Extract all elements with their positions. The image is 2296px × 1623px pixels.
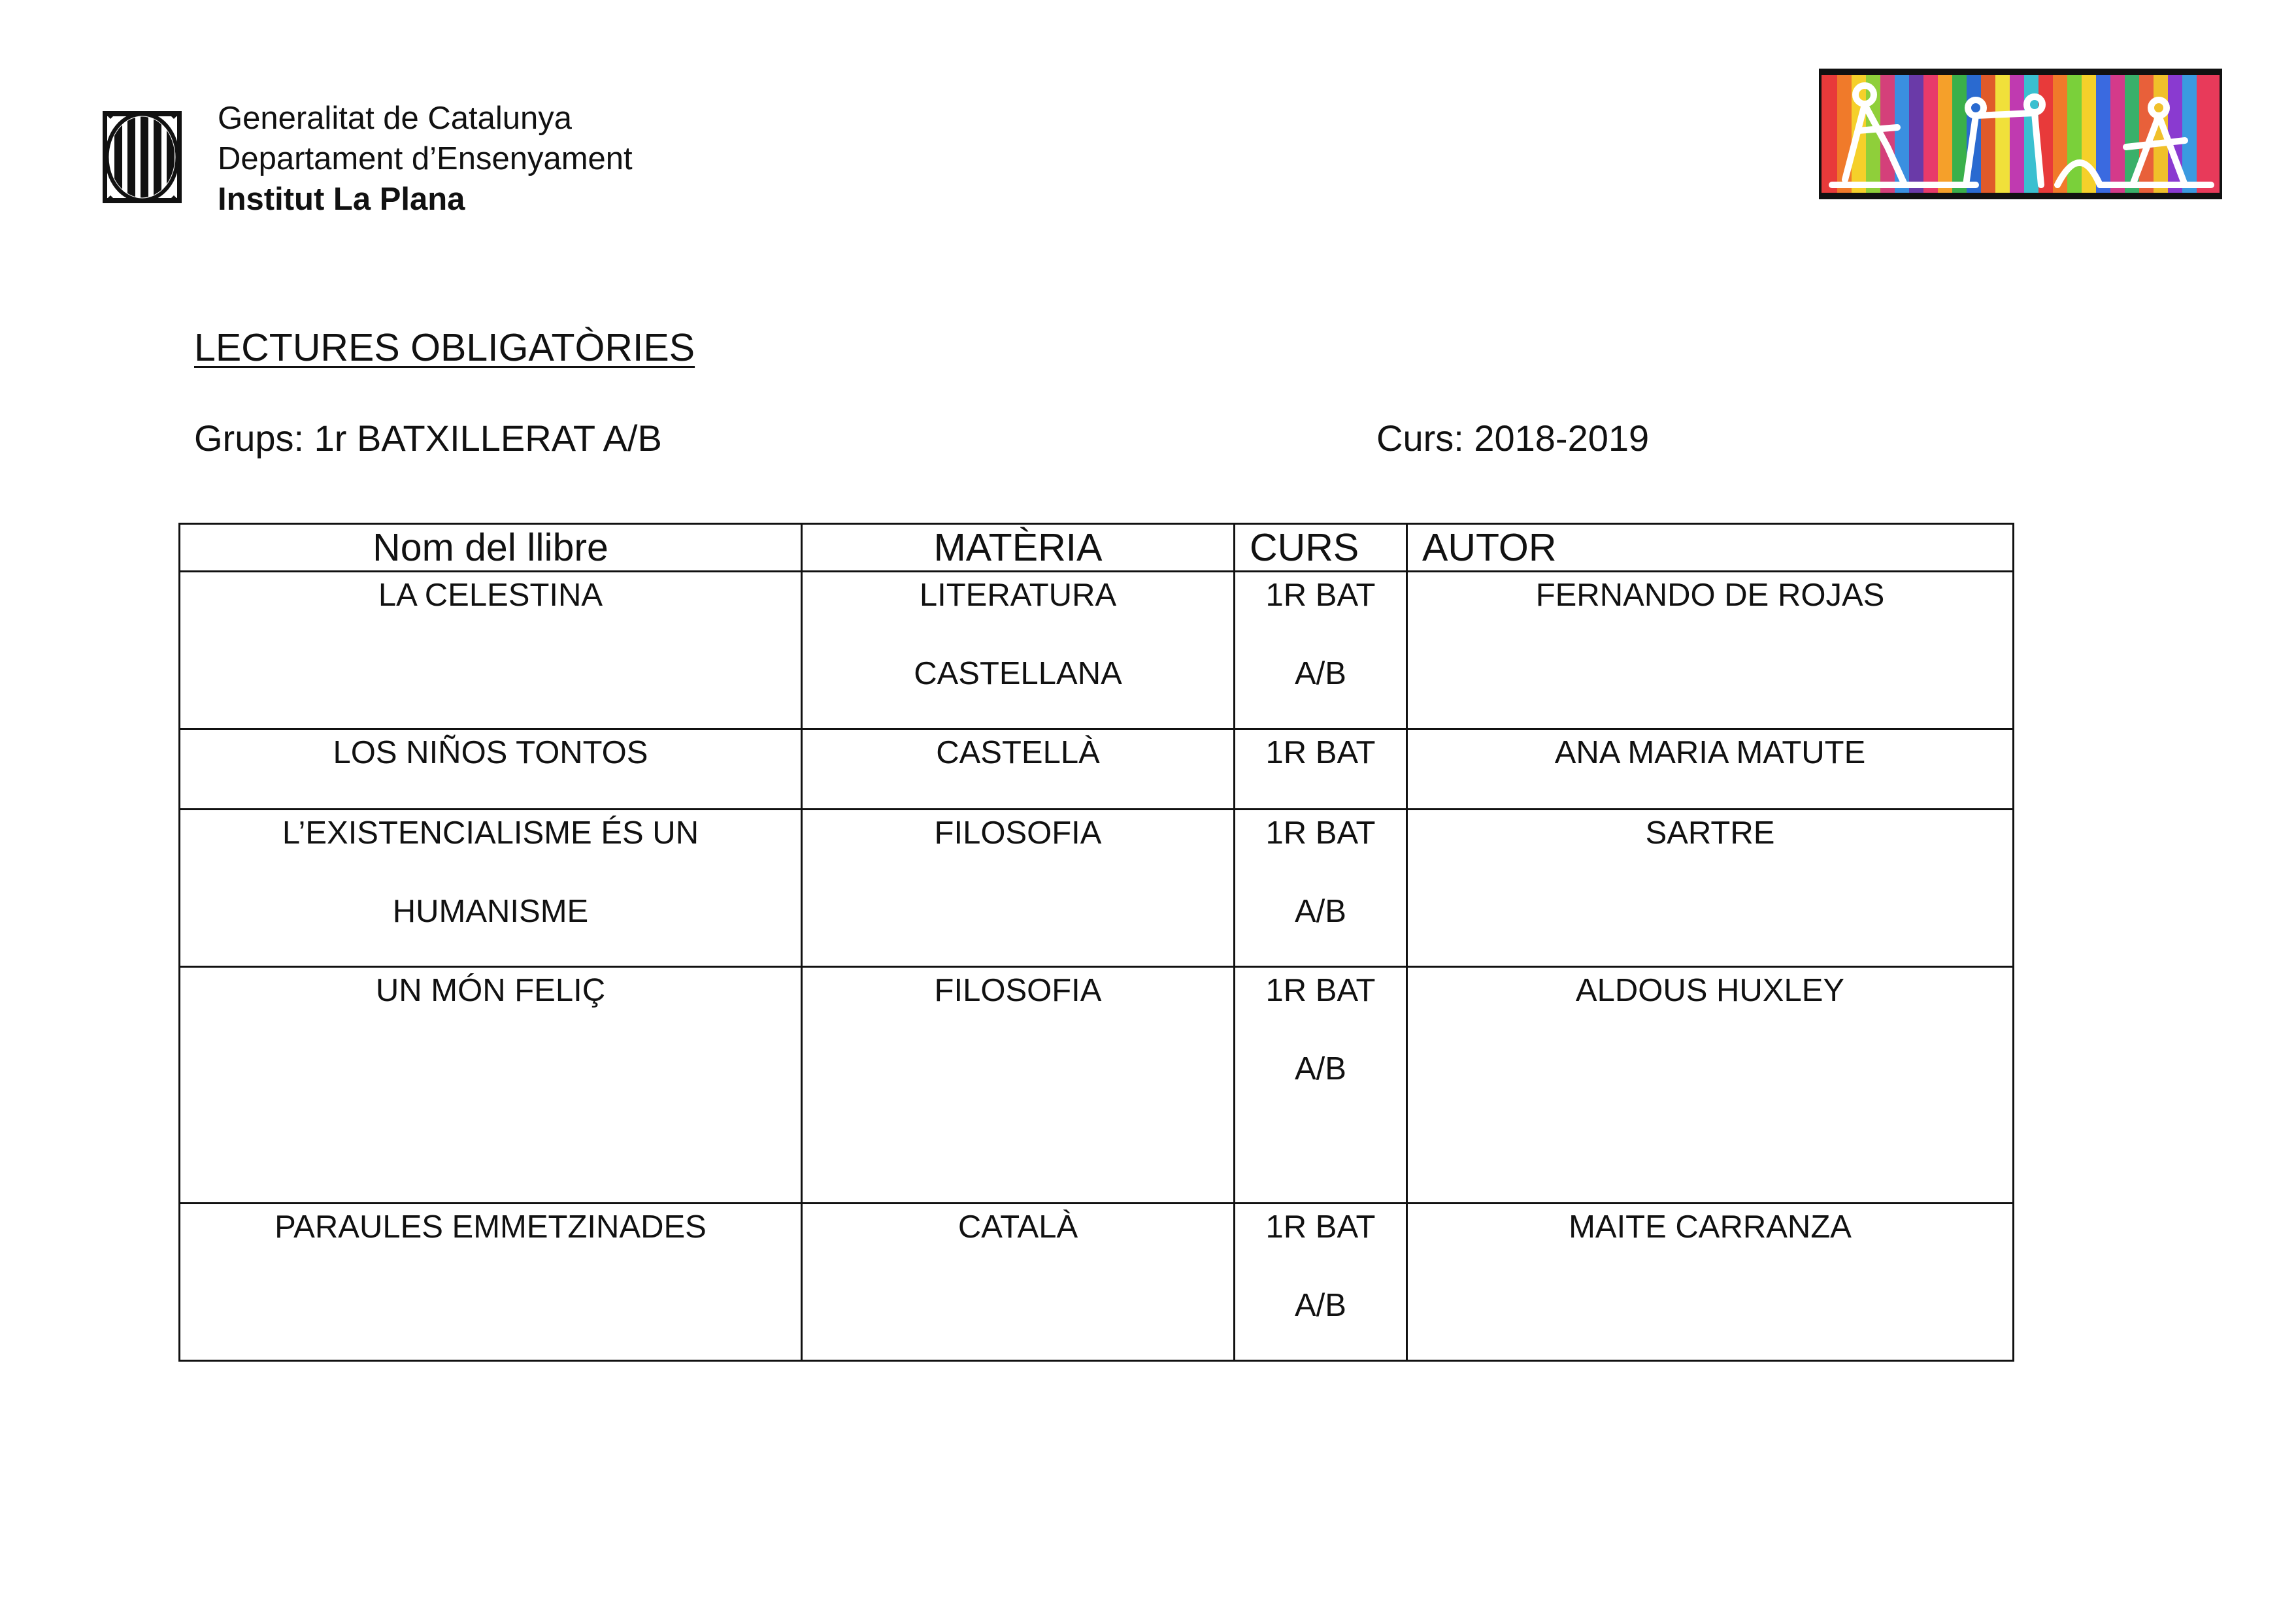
subject-cell [802, 967, 1235, 1204]
table-row [180, 572, 2014, 729]
author-line: ALDOUS HUXLEY [1575, 973, 1845, 1008]
author-cell [1407, 967, 2014, 1204]
author-cell [1407, 1204, 2014, 1361]
author-line: ANA MARIA MATUTE [1554, 735, 1866, 770]
course-cell [1235, 967, 1407, 1204]
column-header-course: CURS [1235, 524, 1407, 572]
course-line: 1R BAT [1265, 578, 1376, 613]
book-title-line: LA CELESTINA [378, 578, 603, 613]
course-line: A/B [1295, 656, 1346, 691]
course-line: A/B [1295, 894, 1346, 929]
course-line: 1R BAT [1265, 973, 1376, 1008]
book-cell [180, 967, 802, 1204]
course-line: A/B [1295, 1051, 1346, 1087]
column-header-author: AUTOR [1407, 524, 2014, 572]
subject-line: CASTELLÀ [936, 735, 1100, 770]
course-cell [1235, 810, 1407, 967]
required-readings-table [178, 523, 2014, 1362]
subject-line: FILOSOFIA [934, 973, 1102, 1008]
header-line-department: Departament d’Ensenyament [218, 141, 633, 176]
book-title-line: L’EXISTENCIALISME ÉS UN [282, 815, 699, 851]
institution-header [218, 98, 633, 220]
book-title-line: UN MÓN FELIÇ [375, 973, 606, 1008]
table-row [180, 967, 2014, 1204]
course-line: 1R BAT [1265, 1209, 1376, 1245]
course-line: A/B [1295, 1288, 1346, 1323]
author-line: FERNANDO DE ROJAS [1535, 578, 1885, 613]
subject-cell [802, 572, 1235, 729]
author-cell [1407, 572, 2014, 729]
column-header-book: Nom del llibre [180, 524, 802, 572]
course-line: 1R BAT [1265, 815, 1376, 851]
book-cell [180, 810, 802, 967]
header-line-generalitat: Generalitat de Catalunya [218, 101, 573, 136]
book-title-line: LOS NIÑOS TONTOS [333, 735, 648, 770]
column-header-subject: MATÈRIA [802, 524, 1235, 572]
subject-line: CASTELLANA [914, 656, 1122, 691]
course-cell [1235, 1204, 1407, 1361]
header-line-institute: Institut La Plana [218, 182, 465, 217]
subject-line: CATALÀ [957, 1209, 1078, 1245]
document-title: LECTURES OBLIGATÒRIES [194, 326, 695, 369]
institut-la-plana-logo [1819, 69, 2222, 199]
author-line: SARTRE [1645, 815, 1775, 851]
book-title-line: HUMANISME [392, 894, 589, 929]
book-cell [180, 1204, 802, 1361]
table-row [180, 1204, 2014, 1361]
course-line: 1R BAT [1265, 735, 1376, 770]
author-cell [1407, 810, 2014, 967]
author-line: MAITE CARRANZA [1569, 1209, 1852, 1245]
course-year-label: Curs: 2018-2019 [1376, 418, 1650, 459]
groups-label: Grups: 1r BATXILLERAT A/B [194, 418, 662, 459]
course-cell [1235, 572, 1407, 729]
table-row [180, 810, 2014, 967]
subject-line: FILOSOFIA [934, 815, 1102, 851]
book-cell [180, 572, 802, 729]
book-title-line: PARAULES EMMETZINADES [275, 1209, 707, 1245]
subject-cell [802, 1204, 1235, 1361]
subject-cell [802, 810, 1235, 967]
generalitat-emblem-icon [101, 110, 183, 205]
subject-line: LITERATURA [919, 578, 1117, 613]
